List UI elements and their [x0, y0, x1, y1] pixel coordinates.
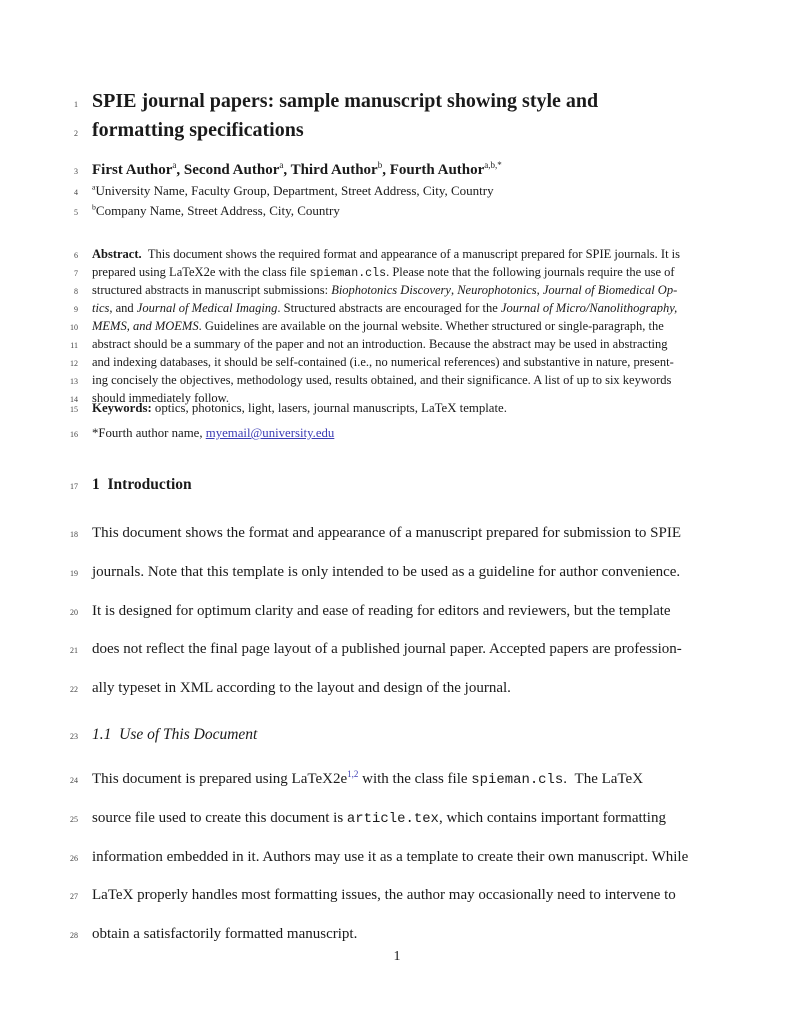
use-of-document-paragraph — [0, 761, 794, 955]
line-number: 12 — [70, 359, 78, 368]
text-segment: and indexing databases, it should be self-contained (i.e., no numerical references) and substantive in nature, present- — [92, 355, 674, 369]
text-segment: source file used to create this document is — [92, 809, 347, 826]
line-number: 17 — [70, 482, 78, 491]
text-segment: prepared using LaTeX2e with the class file — [92, 265, 310, 279]
line-number: 25 — [70, 814, 78, 824]
authors-affiliations — [0, 160, 794, 222]
text-segment: First Author — [92, 162, 173, 178]
line-number: 3 — [74, 167, 78, 176]
line-6 — [0, 246, 794, 264]
text-segment: abstract should be a summary of the paper and not an introduction. Because the abstract may be used in abstracting — [92, 337, 668, 351]
text-segment: Journal of Biomedical Op- — [542, 283, 678, 297]
line-28 — [0, 916, 794, 955]
line-number: 20 — [70, 607, 78, 617]
email-link[interactable]: myemail@university.edu — [205, 426, 335, 440]
text-segment: Keywords: — [92, 401, 152, 415]
line-number: 5 — [74, 208, 78, 217]
text-segment: tics — [92, 301, 110, 315]
text-segment: SPIE journal papers: sample manuscript showing style and — [92, 90, 599, 112]
text-segment: a,b,* — [484, 160, 502, 170]
author-footnote — [0, 425, 794, 443]
line-number: 26 — [70, 853, 78, 863]
line-number: 2 — [74, 128, 78, 138]
line-23 — [0, 725, 794, 747]
line-8 — [0, 282, 794, 300]
text-segment: Abstract. — [92, 247, 142, 261]
line-2 — [0, 118, 794, 147]
line-7 — [0, 264, 794, 282]
line-number: 15 — [70, 405, 78, 414]
line-9 — [0, 300, 794, 318]
line-15 — [0, 400, 794, 418]
text-segment: article.tex — [346, 810, 439, 827]
line-5 — [0, 202, 794, 222]
line-12 — [0, 354, 794, 372]
text-segment: This document shows the format and appearance of a manuscript prepared for submission to SPIE — [92, 525, 682, 541]
section-heading-introduction — [0, 475, 794, 497]
line-number: 4 — [74, 188, 78, 197]
line-number: 9 — [74, 305, 78, 314]
text-segment: with the class file — [358, 771, 472, 787]
line-16 — [0, 425, 794, 443]
intro-paragraph — [0, 515, 794, 709]
abstract — [0, 246, 794, 408]
text-segment: University Name, Faculty Group, Department, Street Address, City, Country — [95, 183, 494, 198]
subsection-heading-use-of-this-document — [0, 725, 794, 747]
text-segment: It is designed for optimum clarity and ease of reading for editors and reviewers, but the template — [92, 602, 671, 619]
line-number: 7 — [74, 269, 78, 278]
text-segment: a — [92, 182, 96, 192]
line-number: 11 — [70, 341, 78, 350]
text-segment: spieman.cls — [309, 267, 387, 280]
line-27 — [0, 877, 794, 916]
text-segment: a — [172, 160, 177, 170]
line-11 — [0, 336, 794, 354]
line-number: 18 — [70, 530, 78, 539]
text-segment: 1.1 Use of This Document — [92, 726, 258, 743]
text-segment: a — [279, 160, 284, 170]
text-segment: obtain a satisfactorily formatted manuscript. — [92, 926, 358, 943]
text-segment: , and — [109, 301, 137, 315]
text-segment: Journal of Micro/Nanolithography, — [500, 301, 678, 315]
line-number: 6 — [74, 251, 78, 260]
line-number: 16 — [70, 430, 78, 439]
text-segment: b — [377, 160, 383, 170]
text-segment: , which contains important formatting — [438, 809, 666, 826]
line-13 — [0, 372, 794, 390]
line-20 — [0, 593, 794, 632]
line-number: 10 — [70, 323, 78, 332]
text-segment: spieman.cls — [471, 772, 564, 788]
line-18 — [0, 515, 794, 554]
text-segment: LaTeX properly handles most formatting issues, the author may occasionally need to intervene to — [92, 887, 676, 904]
line-number: 1 — [74, 100, 78, 109]
text-segment: Biophotonics Discovery — [331, 283, 451, 297]
text-segment: Company Name, Street Address, City, Country — [95, 203, 340, 218]
line-number: 28 — [70, 931, 78, 941]
line-26 — [0, 839, 794, 878]
line-1 — [0, 89, 794, 118]
text-segment: . Structured abstracts are encouraged for the — [277, 301, 501, 315]
line-24 — [0, 761, 794, 800]
text-segment: structured abstracts in manuscript submissions: — [92, 283, 332, 297]
line-19 — [0, 554, 794, 593]
text-segment: , — [536, 283, 543, 297]
paper-title — [0, 89, 794, 146]
text-segment: . Guidelines are available on the journal website. Whether structured or single-paragraph, the — [198, 319, 664, 333]
text-segment: journals. Note that this template is only intended to be used as a guideline for author convenience. — [92, 563, 681, 580]
text-segment: MEMS, and MOEMS — [92, 319, 199, 333]
text-segment: This document is prepared using LaTeX2e — [92, 771, 348, 787]
line-number: 8 — [74, 287, 78, 296]
line-number: 22 — [70, 685, 78, 695]
line-3 — [0, 160, 794, 182]
line-22 — [0, 670, 794, 709]
text-segment: This document shows the required format and appearance of a manuscript prepared for SPIE journals. It is — [141, 247, 681, 261]
citation-link[interactable]: 1,2 — [347, 769, 359, 779]
text-segment: . The LaTeX — [563, 771, 644, 787]
text-segment: formatting specifications — [92, 118, 304, 141]
text-segment: should immediately follow. — [92, 391, 230, 405]
text-segment: 1 Introduction — [92, 476, 192, 493]
text-segment: *Fourth author name, — [92, 426, 206, 440]
text-segment: b — [92, 202, 96, 212]
line-25 — [0, 800, 794, 839]
text-segment: , Second Author — [176, 162, 280, 178]
line-17 — [0, 475, 794, 497]
line-number: 23 — [70, 732, 78, 741]
line-number: 21 — [70, 646, 78, 656]
text-segment: , — [450, 283, 458, 297]
line-4 — [0, 182, 794, 202]
line-number: 13 — [70, 377, 78, 386]
line-number: 19 — [70, 568, 78, 578]
text-segment: optics, photonics, light, lasers, journal manuscripts, LaTeX template. — [151, 401, 507, 415]
text-segment: , Fourth Author — [382, 162, 485, 178]
page-number: 1 — [393, 949, 401, 964]
text-segment: ing concisely the objectives, methodology used, results obtained, and their significance. A list of up to six keywords — [92, 373, 672, 387]
line-10 — [0, 318, 794, 336]
text-segment: Neurophotonics — [457, 283, 537, 297]
line-number: 27 — [70, 892, 78, 902]
line-number: 14 — [70, 395, 78, 404]
text-segment: Journal of Medical Imaging — [136, 301, 278, 315]
text-segment: information embedded in it. Authors may use it as a template to create their own manuscript. While — [92, 848, 689, 865]
text-segment: , Third Author — [283, 162, 378, 178]
line-21 — [0, 631, 794, 670]
text-segment: ally typeset in XML according to the layout and design of the journal. — [92, 680, 511, 697]
text-segment: does not reflect the final page layout of a published journal paper. Accepted papers are profession- — [92, 641, 682, 658]
text-segment: . Please note that the following journals require the use of — [386, 265, 675, 279]
keywords — [0, 400, 794, 418]
line-number: 24 — [70, 776, 78, 785]
